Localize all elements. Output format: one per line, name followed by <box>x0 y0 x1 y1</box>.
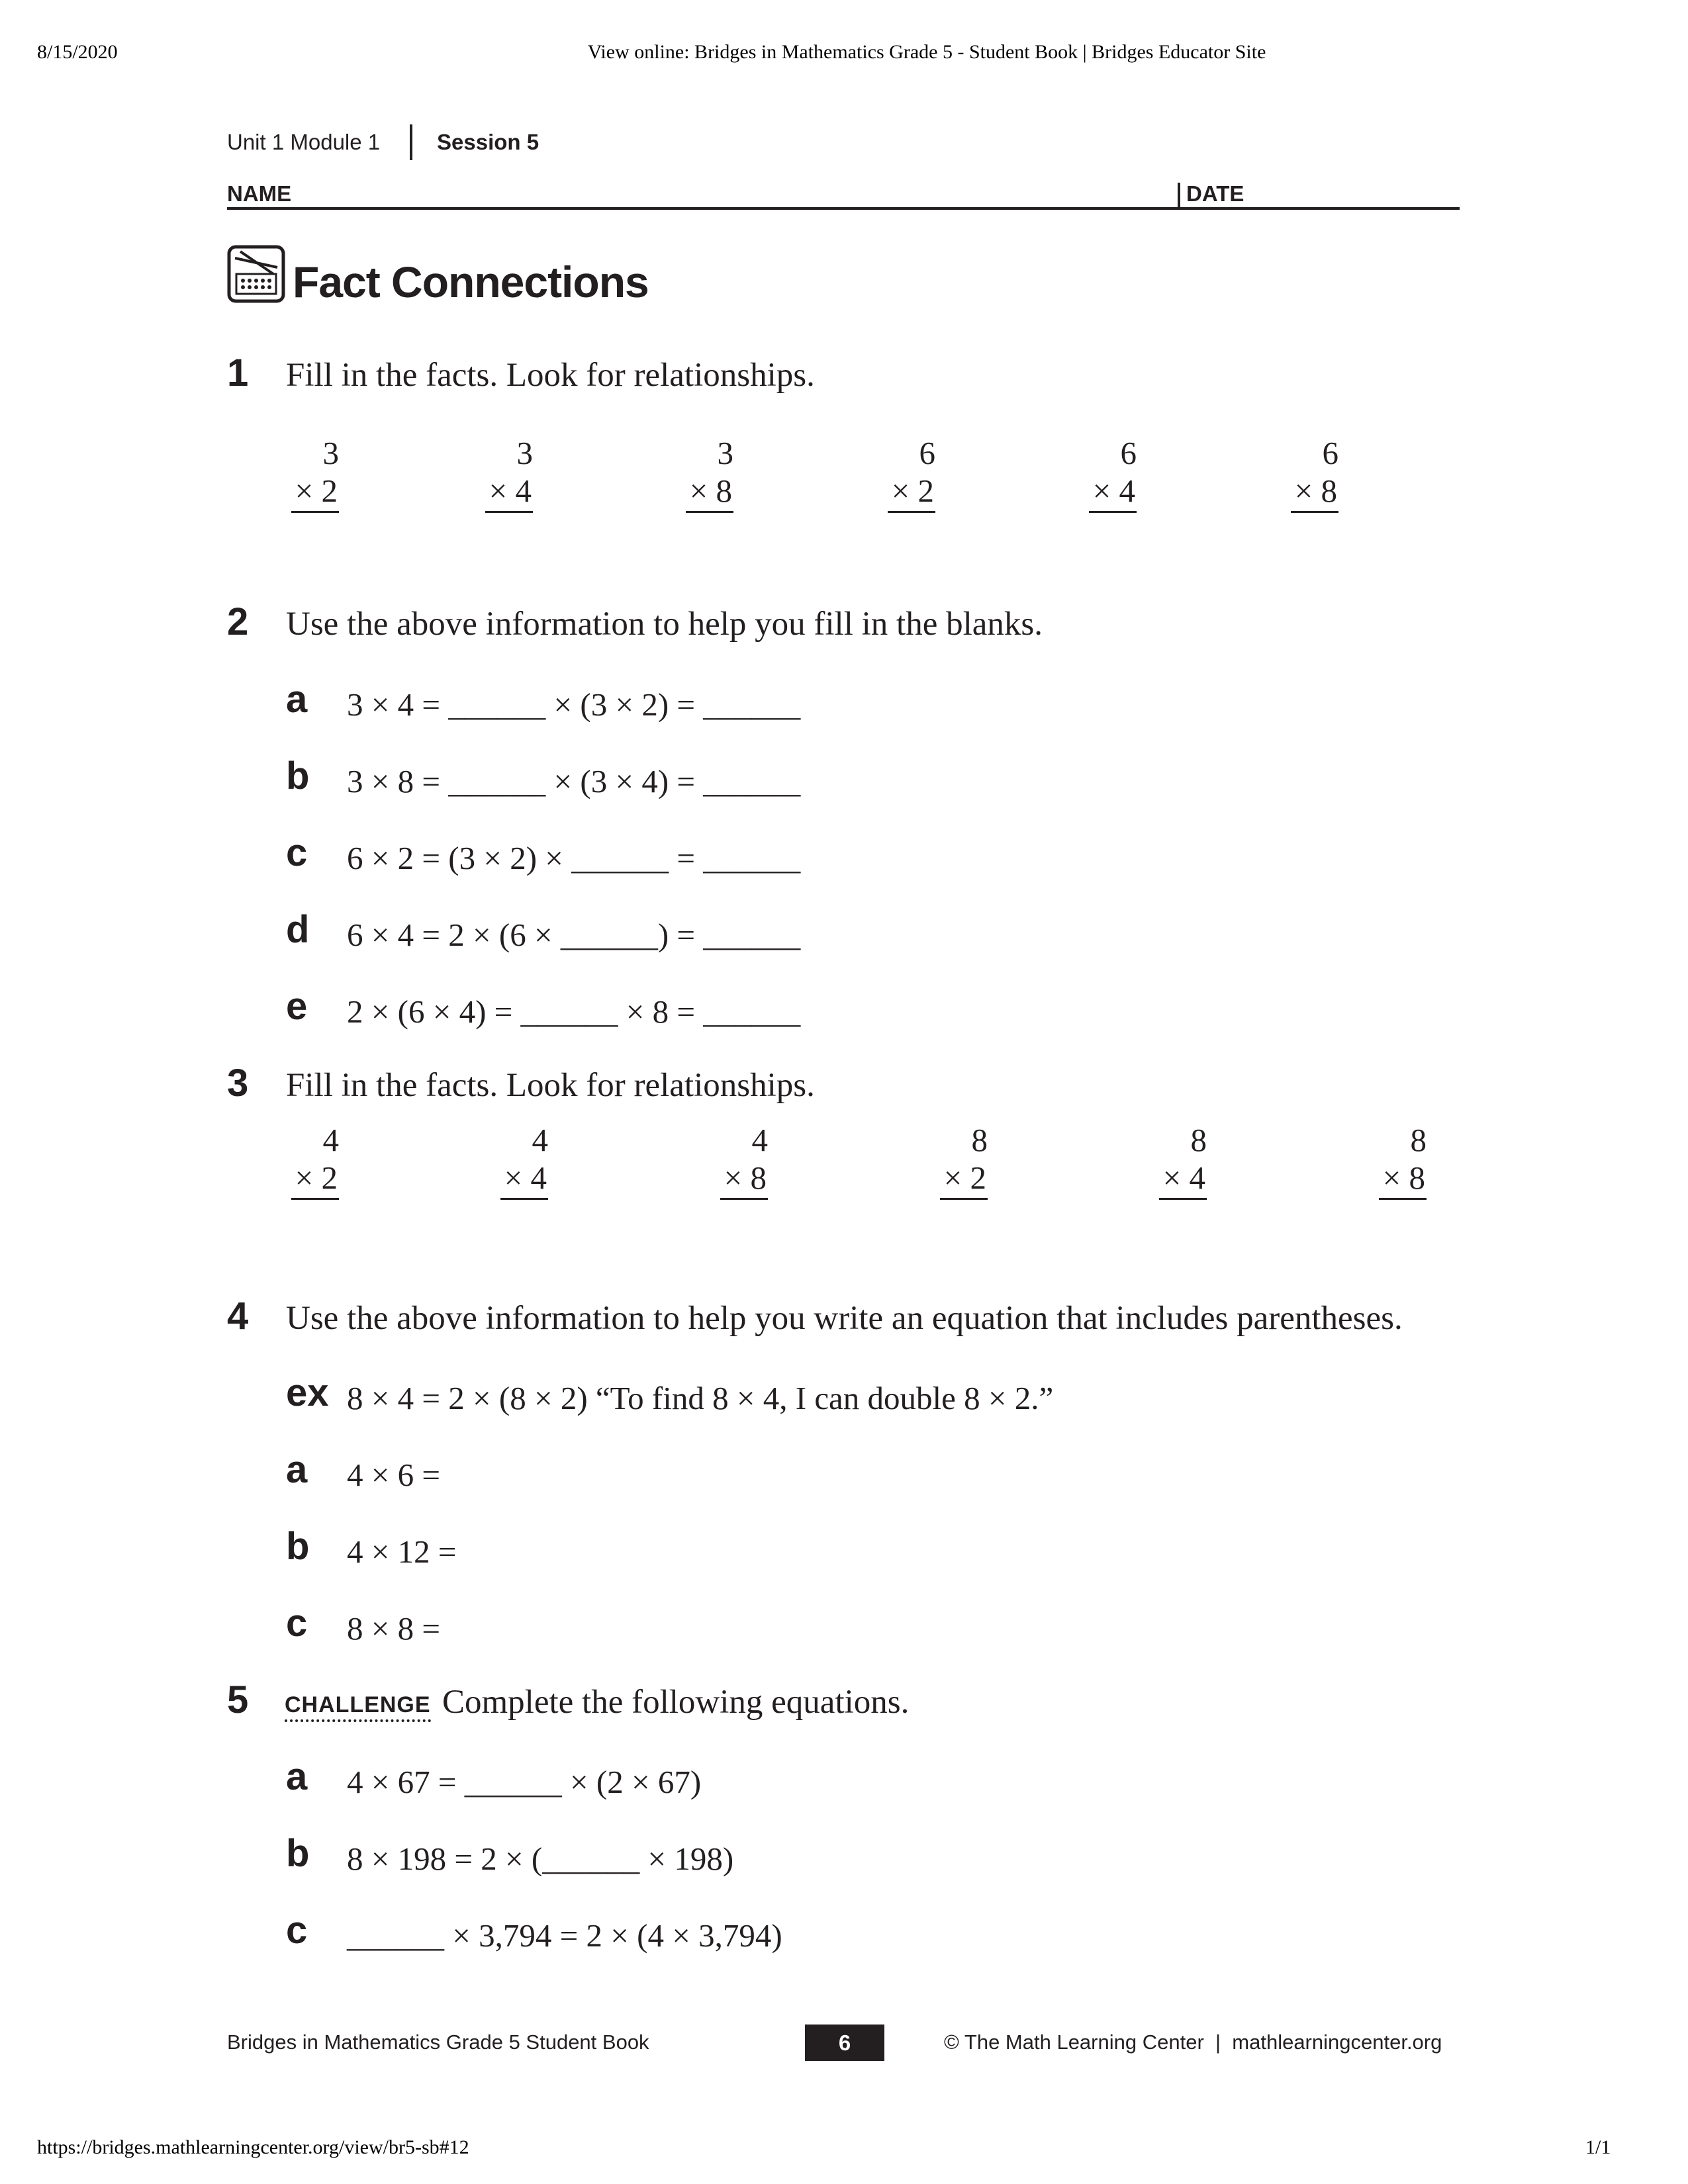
challenge-badge: CHALLENGE <box>285 1692 431 1722</box>
q5a-label: a <box>286 1755 308 1798</box>
q4-text: Use the above information to help you write an equation that includes parentheses. <box>286 1300 1403 1337</box>
print-page-count: 1/1 <box>1585 2136 1611 2158</box>
q4c-equation[interactable]: 8 × 8 = <box>347 1610 441 1647</box>
q4-number: 4 <box>227 1295 249 1338</box>
q1-fact-5[interactable]: 6 × 4 <box>1031 434 1137 513</box>
q2d-label: d <box>286 908 310 951</box>
q3-fact-3[interactable]: 4 × 8 <box>662 1121 768 1200</box>
q5-text: Complete the following equations. <box>442 1684 910 1721</box>
q3-fact-5[interactable]: 8 × 4 <box>1101 1121 1207 1200</box>
q4-example-text: 8 × 4 = 2 × (8 × 2) “To find 8 × 4, I can double 8 × 2.” <box>347 1380 1054 1416</box>
q4a-label: a <box>286 1448 308 1491</box>
date-divider <box>1178 183 1180 208</box>
q3-text: Fill in the facts. Look for relationships. <box>286 1067 815 1104</box>
print-title: View online: Bridges in Mathematics Grade 5 - Student Book | Bridges Educator Site <box>587 41 1266 63</box>
q4c-label: c <box>286 1602 308 1645</box>
q2-number: 2 <box>227 600 249 643</box>
q4b-equation[interactable]: 4 × 12 = <box>347 1533 457 1570</box>
q5b-equation[interactable]: 8 × 198 = 2 × (______ × 198) <box>347 1841 734 1877</box>
q2-text: Use the above information to help you fill in the blanks. <box>286 606 1043 643</box>
q2d-equation[interactable]: 6 × 4 = 2 × (6 × ______) = ______ <box>347 917 801 953</box>
q3-number: 3 <box>227 1062 249 1105</box>
header-divider <box>410 124 412 160</box>
q1-text: Fill in the facts. Look for relationships. <box>286 357 815 394</box>
q3-fact-6[interactable]: 8 × 8 <box>1321 1121 1427 1200</box>
page-title: Fact Connections <box>293 257 649 306</box>
q1-number: 1 <box>227 351 249 394</box>
session-label: Session 5 <box>437 130 539 154</box>
q5c-equation[interactable]: ______ × 3,794 = 2 × (4 × 3,794) <box>347 1917 782 1954</box>
q2a-equation[interactable]: 3 × 4 = ______ × (3 × 2) = ______ <box>347 686 801 723</box>
q5a-equation[interactable]: 4 × 67 = ______ × (2 × 67) <box>347 1764 702 1800</box>
q3-fact-2[interactable]: 4 × 4 <box>442 1121 548 1200</box>
print-date: 8/15/2020 <box>37 41 118 63</box>
q2b-equation[interactable]: 3 × 8 = ______ × (3 × 4) = ______ <box>347 763 801 799</box>
q3-fact-4[interactable]: 8 × 2 <box>882 1121 988 1200</box>
unit-module: Unit 1 Module 1 <box>227 130 381 154</box>
footer-copyright: © The Math Learning Center | mathlearningcenter.org <box>944 2030 1442 2054</box>
q1-fact-1[interactable]: 3 × 2 <box>233 434 339 513</box>
q2e-label: e <box>286 985 308 1028</box>
q2b-label: b <box>286 754 310 797</box>
work-place-icon <box>227 245 285 303</box>
q2e-equation[interactable]: 2 × (6 × 4) = ______ × 8 = ______ <box>347 993 801 1030</box>
q1-fact-2[interactable]: 3 × 4 <box>427 434 533 513</box>
q4b-label: b <box>286 1525 310 1568</box>
q1-fact-3[interactable]: 3 × 8 <box>628 434 733 513</box>
date-label: DATE <box>1186 181 1244 206</box>
q2a-label: a <box>286 678 308 721</box>
footer-book-title: Bridges in Mathematics Grade 5 Student Book <box>227 2030 649 2054</box>
q5c-label: c <box>286 1909 308 1952</box>
page-number-badge: 6 <box>805 2025 884 2061</box>
name-label: NAME <box>227 181 292 206</box>
q2c-equation[interactable]: 6 × 2 = (3 × 2) × ______ = ______ <box>347 840 801 876</box>
q4a-equation[interactable]: 4 × 6 = <box>347 1457 441 1493</box>
q1-fact-6[interactable]: 6 × 8 <box>1233 434 1338 513</box>
q1-fact-4[interactable]: 6 × 2 <box>829 434 935 513</box>
name-date-line[interactable] <box>227 207 1460 210</box>
q5b-label: b <box>286 1832 310 1875</box>
q4-example-label: ex <box>286 1371 329 1414</box>
print-url[interactable]: https://bridges.mathlearningcenter.org/view/br5-sb#12 <box>37 2136 469 2158</box>
q5-number: 5 <box>227 1678 249 1721</box>
q3-fact-1[interactable]: 4 × 2 <box>233 1121 339 1200</box>
q2c-label: c <box>286 831 308 874</box>
